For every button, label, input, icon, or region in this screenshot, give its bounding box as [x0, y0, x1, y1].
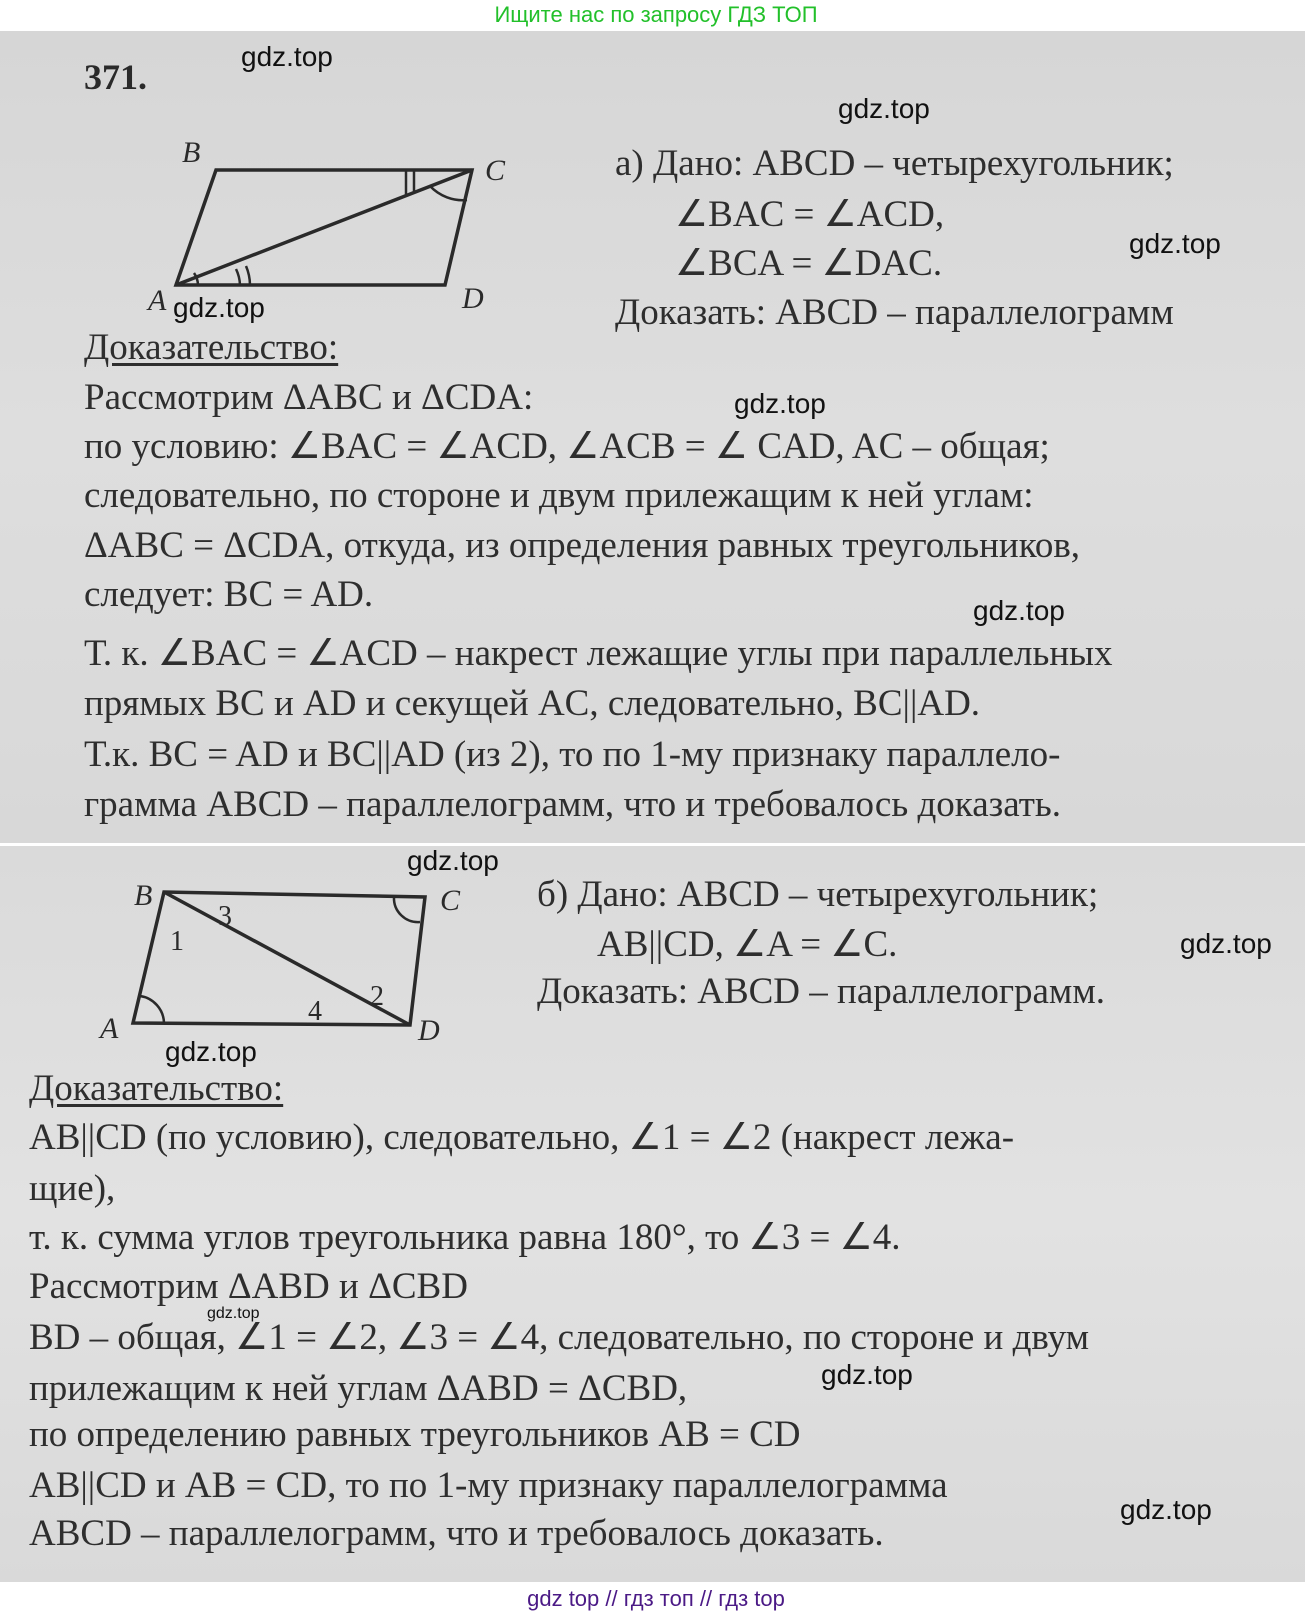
watermark: gdz.top — [407, 845, 499, 876]
proof-a-line: грамма ABCD – параллелограмм, что и требовалось доказать. — [84, 784, 1062, 825]
watermark: gdz.top — [734, 388, 826, 419]
proof-b-line: прилежащим к ней углам ΔABD = ΔCBD, — [29, 1368, 688, 1409]
proof-b-heading: Доказательство: — [29, 1068, 284, 1109]
given-b-line: AB||CD, ∠A = ∠C. — [597, 924, 898, 965]
proof-b-line: щие), — [29, 1168, 116, 1209]
bottom-banner: gdz top // гдз топ // гдз top — [527, 1586, 785, 1611]
watermark: gdz.top — [165, 1036, 257, 1067]
watermark: gdz.top — [821, 1359, 913, 1390]
problem-number: 371. — [84, 57, 147, 97]
proof-a-line: Т. к. ∠BAC = ∠ACD – накрест лежащие углы при параллельных — [84, 633, 1113, 674]
fig-b-angle-3: 3 — [218, 901, 232, 932]
watermark: gdz.top — [1120, 1494, 1212, 1525]
proof-a-line: по условию: ∠BAC = ∠ACD, ∠ACB = ∠ CAD, AC – общая; — [84, 426, 1050, 467]
proof-b-line: ABCD – параллелограмм, что и требовалось доказать. — [29, 1513, 884, 1554]
proof-a-line: следовательно, по стороне и двум прилежащим к ней углам: — [84, 475, 1034, 516]
proof-b-line: т. к. сумма углов треугольника равна 180°, то ∠3 = ∠4. — [29, 1217, 901, 1258]
given-b-line: б) Дано: ABCD – четырехугольник; — [537, 874, 1099, 915]
given-a-line: ∠BAC = ∠ACD, — [675, 194, 945, 235]
proof-a-line: следует: BC = AD. — [84, 574, 374, 615]
watermark: gdz.top — [173, 292, 265, 323]
given-a-line: Доказать: ABCD – параллелограмм — [615, 292, 1174, 333]
fig-b-angle-2: 2 — [370, 981, 384, 1012]
proof-a-line: ΔABC = ΔCDA, откуда, из определения равных треугольников, — [84, 525, 1081, 566]
given-a-line: ∠BCA = ∠DAC. — [675, 243, 943, 284]
fig-a-label-b: B — [182, 136, 201, 169]
fig-a-label-a: A — [148, 284, 167, 317]
watermark: gdz.top — [1129, 228, 1221, 259]
proof-b-line: AB||CD (по условию), следовательно, ∠1 = ∠2 (накрест лежа- — [29, 1117, 1015, 1158]
figure-a-parallelogram — [176, 170, 472, 285]
top-banner: Ищите нас по запросу ГДЗ ТОП — [494, 2, 818, 27]
proof-b-line: BD – общая, ∠1 = ∠2, ∠3 = ∠4, следовательно, по стороне и двум — [29, 1317, 1090, 1358]
watermark: gdz.top — [973, 595, 1065, 626]
proof-a-heading: Доказательство: — [84, 327, 339, 368]
fig-b-angle-4: 4 — [308, 996, 322, 1027]
proof-b-line: AB||CD и AB = CD, то по 1-му признаку параллелограмма — [29, 1465, 948, 1506]
watermark: gdz.top — [1180, 928, 1272, 959]
given-b-line: Доказать: ABCD – параллелограмм. — [537, 971, 1105, 1012]
proof-b-line: по определению равных треугольников AB = CD — [29, 1414, 801, 1455]
fig-a-label-d: D — [462, 282, 484, 315]
watermark: gdz.top — [207, 1305, 260, 1322]
watermark: gdz.top — [838, 93, 930, 124]
proof-b-line: Рассмотрим ΔABD и ΔCBD — [29, 1266, 468, 1307]
fig-b-label-c: C — [440, 884, 461, 917]
proof-a-line: Рассмотрим ΔABC и ΔCDA: — [84, 377, 534, 418]
fig-b-label-b: B — [134, 879, 153, 912]
proof-a-line: прямых BC и AD и секущей AC, следовательно, BC||AD. — [84, 683, 981, 724]
fig-b-label-d: D — [418, 1014, 440, 1047]
proof-a-line: Т.к. BC = AD и BC||AD (из 2), то по 1-му признаку параллело- — [84, 734, 1061, 775]
watermark: gdz.top — [241, 41, 333, 72]
fig-b-label-a: A — [100, 1012, 119, 1045]
given-a-line: а) Дано: ABCD – четырехугольник; — [615, 143, 1174, 184]
fig-b-angle-1: 1 — [170, 926, 184, 957]
fig-a-label-c: C — [485, 154, 506, 187]
